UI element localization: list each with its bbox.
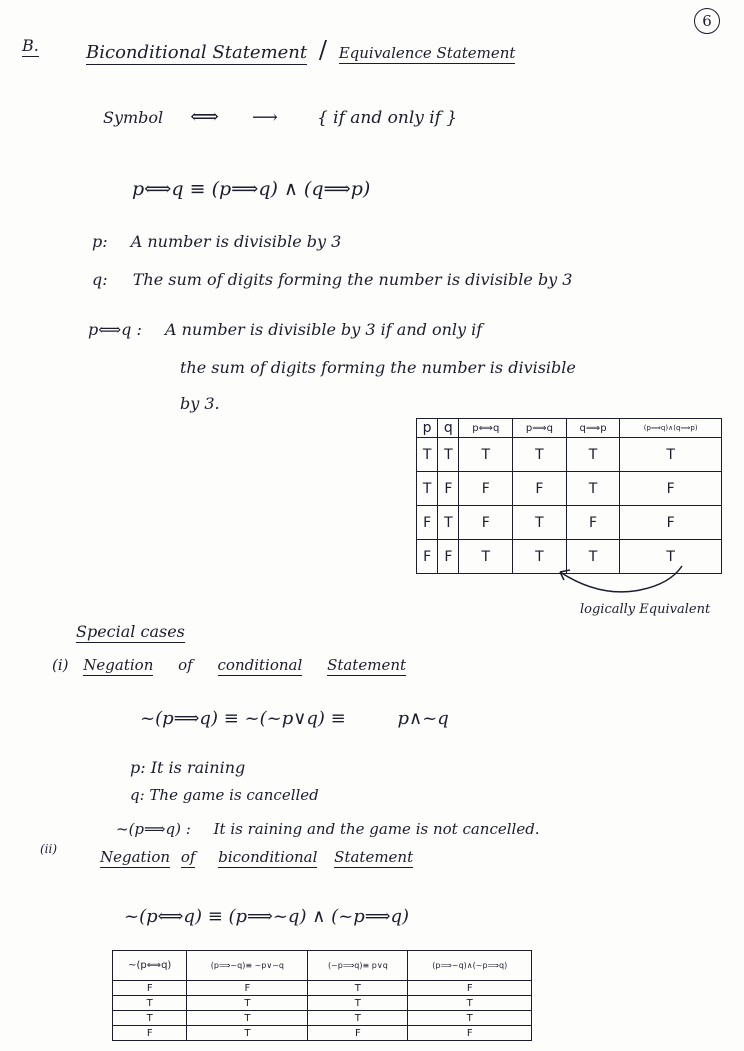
case1-q: q: The game is cancelled: [130, 786, 319, 804]
table-cell: F: [308, 1026, 408, 1041]
arrow-icon: ⟶: [252, 107, 278, 128]
table-row: [113, 1011, 532, 1026]
page-number: 6: [694, 8, 720, 34]
table-cell: F: [620, 506, 722, 540]
table-cell: F: [459, 506, 513, 540]
table-cell: T: [620, 540, 722, 574]
case1-p: p: It is raining: [130, 758, 246, 777]
table-cell: F: [438, 472, 459, 506]
table-row: [113, 981, 532, 996]
table-cell: T: [187, 1011, 308, 1026]
table-cell: T: [187, 996, 308, 1011]
symbol-label: Symbol: [103, 108, 164, 127]
table-cell: T: [187, 1026, 308, 1041]
table-header-row: [113, 951, 532, 981]
case1-heading: (i) Negation of conditional Statement: [52, 656, 407, 674]
table-cell: F: [459, 472, 513, 506]
table-cell: T: [113, 996, 187, 1011]
symbol-meaning: { if and only if }: [316, 108, 458, 128]
section-marker: B.: [22, 36, 39, 55]
table-cell: T: [308, 996, 408, 1011]
table-cell: T: [113, 1011, 187, 1026]
table-cell: T: [566, 540, 620, 574]
table-row: [417, 506, 722, 540]
table-row: [417, 472, 722, 506]
table-row: [417, 438, 722, 472]
table-cell: F: [113, 1026, 187, 1041]
table-cell: F: [566, 506, 620, 540]
title-main: Biconditional Statement: [86, 42, 308, 63]
table-cell: T: [417, 438, 438, 472]
logically-equivalent-note: logically Equivalent: [580, 602, 711, 617]
table-cell: T: [513, 438, 567, 472]
table-cell: F: [620, 472, 722, 506]
example-p: p: A number is divisible by 3: [92, 232, 342, 251]
case2-formula: ~(p⟺q) ≡ (p⟹~q) ∧ (~p⟹q): [124, 906, 410, 927]
truth-table-biconditional: [416, 418, 722, 574]
header-not-p-implies-q: (~p⟹q)≡ p∨q: [308, 951, 408, 981]
table-header-row: [417, 419, 722, 438]
table-cell: F: [417, 506, 438, 540]
case1-result: p∧~q: [397, 708, 449, 729]
table-cell: F: [408, 1026, 532, 1041]
case1-negation: ~(p⟹q) : It is raining and the game is not cancelled.: [116, 820, 540, 838]
truth-table-negation-biconditional: [112, 950, 532, 1041]
table-cell: T: [408, 1011, 532, 1026]
table-cell: T: [438, 506, 459, 540]
header-q-implies-p: q⟹p: [566, 419, 620, 438]
header-q: q: [438, 419, 459, 438]
special-cases-heading: Special cases: [76, 622, 185, 641]
table-cell: T: [459, 438, 513, 472]
table-cell: T: [459, 540, 513, 574]
header-neg-iff: ~(p⟺q): [113, 951, 187, 981]
example-q: q: The sum of digits forming the number is divisible by 3: [92, 270, 573, 289]
header-p-iff-q: p⟺q: [459, 419, 513, 438]
table-cell: F: [513, 472, 567, 506]
table-row: [113, 996, 532, 1011]
table-cell: T: [417, 472, 438, 506]
header-conjunction-2: (p⟹~q)∧(~p⟹q): [408, 951, 532, 981]
header-p: p: [417, 419, 438, 438]
table-cell: F: [438, 540, 459, 574]
table-cell: F: [113, 981, 187, 996]
table-cell: T: [620, 438, 722, 472]
example-pq: p⟺q : A number is divisible by 3 if and only if: [88, 320, 483, 339]
table-cell: F: [408, 981, 532, 996]
equivalence-arrow-icon: [550, 560, 700, 600]
biconditional-symbol: ⟺: [190, 104, 219, 128]
table-cell: T: [513, 540, 567, 574]
table-cell: T: [438, 438, 459, 472]
case2-num: (ii): [40, 842, 58, 856]
table-cell: T: [308, 981, 408, 996]
title-divider: /: [318, 36, 327, 64]
table-cell: F: [417, 540, 438, 574]
header-p-implies-q: p⟹q: [513, 419, 567, 438]
biconditional-definition: p⟺q ≡ (p⟹q) ∧ (q⟹p): [132, 178, 371, 200]
table-cell: T: [513, 506, 567, 540]
page-title: [86, 36, 515, 64]
table-cell: T: [408, 996, 532, 1011]
title-alt: Equivalence Statement: [338, 44, 516, 62]
example-pq-line2: the sum of digits forming the number is divisible: [180, 358, 576, 377]
header-p-implies-not-q: (p⟹~q)≡ ~p∨~q: [187, 951, 308, 981]
table-cell: T: [566, 472, 620, 506]
table-cell: T: [566, 438, 620, 472]
table-cell: F: [187, 981, 308, 996]
symbol-line: [103, 104, 457, 128]
header-conjunction: (p⟹q)∧(q⟹p): [620, 419, 722, 438]
table-cell: T: [308, 1011, 408, 1026]
table-row: [113, 1026, 532, 1041]
example-pq-line3: by 3.: [180, 394, 220, 413]
case2-heading: Negation of biconditional Statement: [100, 848, 414, 866]
case1-formula: ~(p⟹q) ≡ ~(~p∨q) ≡ p∧~q: [140, 708, 449, 729]
